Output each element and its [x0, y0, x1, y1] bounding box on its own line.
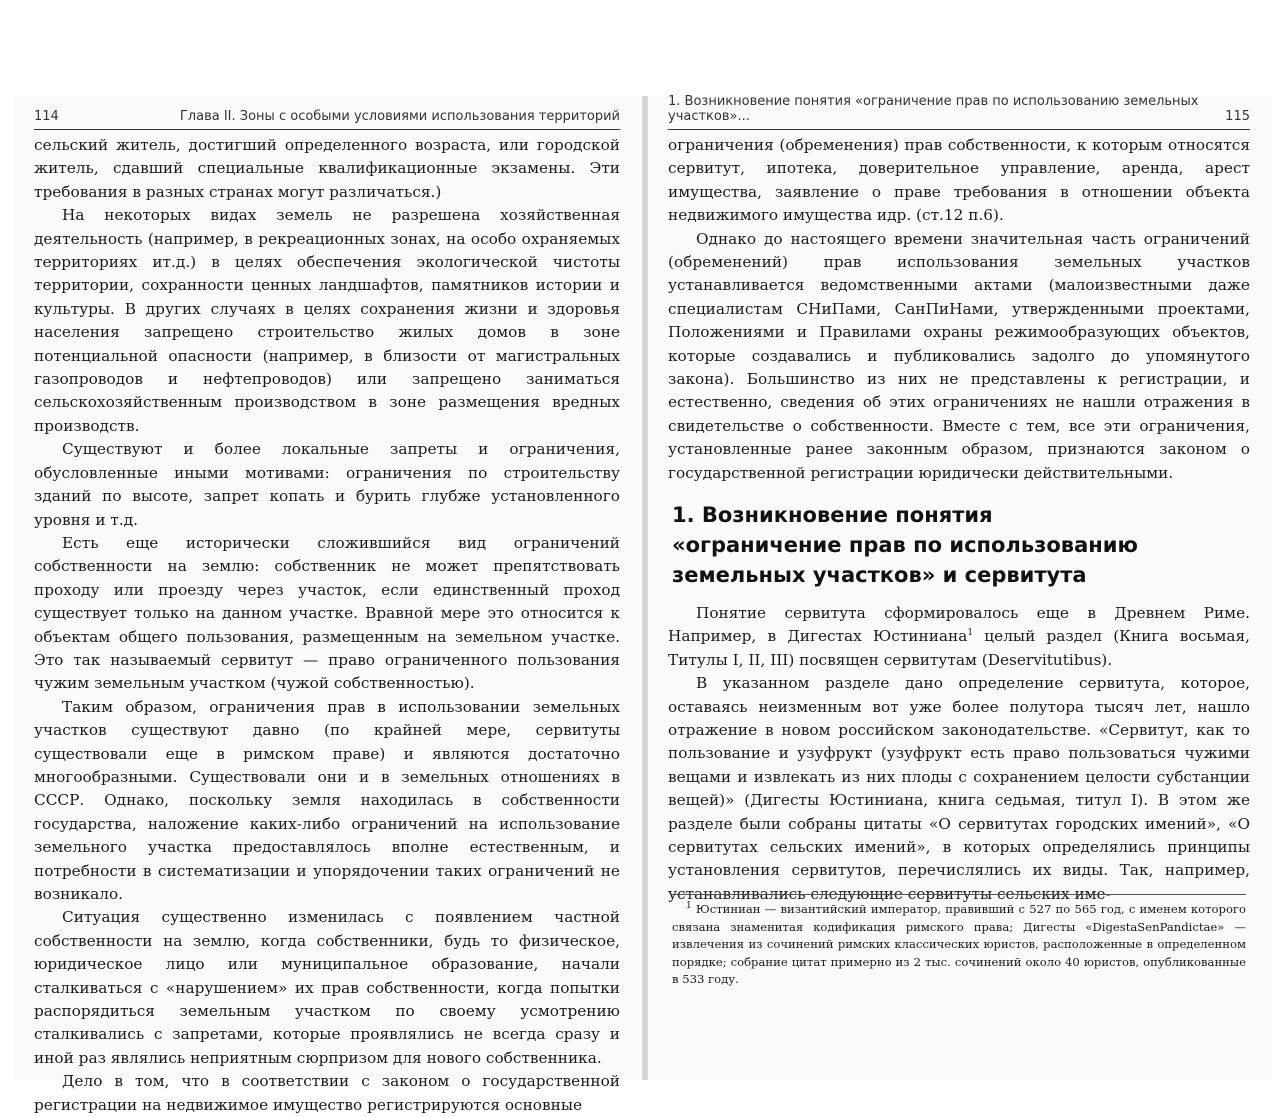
right-page-number: 115 — [1225, 109, 1250, 124]
footnote-number: 1 — [686, 901, 692, 912]
footnote — [672, 901, 1246, 989]
right-bottom-text — [668, 602, 1250, 906]
paragraph-part: целый раздел (Книга восьмая, Титулы I, II, III) посвящен сервитутам (Deservitutibus). — [668, 627, 1251, 669]
paragraph: Однако до настоящего времени значительная часть ограничений (обременений) прав использования земельных участков устанавливается ведомственными актами (малоизвестными даже специалистам СНиПами, СанПиНами, утвержденными проектами, Положениями и Правилами охраны режимообразующих объектов, которые создавались и публиковались задолго до упомянутого закона). Большинство из них не представлены к регистрации, и естественно, сведения об этих ограничениях не нашли отражения в свидетельстве о собственности. Вместе с тем, все эти ограничения, установленные ранее законным образом, признаются законом о государственной регистрации юридически действительными. — [668, 229, 1250, 482]
footnote-text: Юстиниан — византийский император, правивший с 527 по 565 год, с именем которого связана знаменитая кодификация римского права; Дигесты «DigestaSenPandictae» — извлечения из сочинений римских классических юристов, расположенные в определенном порядке; собрание цитат примерно из 2 тыс. сочинений около 40 юристов, опубликованные в 533 году. — [672, 902, 1246, 986]
paragraph: сельский житель, достигший определенного возраста, или городской житель, сдавший специальные квалификационные экзамены. Эти требования в разных странах могут различаться.) — [34, 136, 620, 201]
section-heading-line: земельных участков» и сервитута — [672, 563, 1087, 587]
footnote-area — [672, 894, 1246, 989]
footnote-marker: 1 — [967, 628, 974, 639]
right-running-head — [668, 94, 1250, 130]
paragraph — [668, 602, 1250, 672]
section-heading — [672, 500, 1192, 590]
left-running-head — [34, 104, 620, 130]
right-section-title: 1. Возникновение понятия «ограничение прав по использованию земельных участков»... — [668, 94, 1199, 124]
paragraph: Таким образом, ограничения прав в использовании земельных участков существуют давно (по крайней мере, сервитуты существовали еще в римском праве) и являются достаточно многообразными. Существовали они и в земельных отношениях в СССР. Однако, поскольку земля находилась в собственности государства, наложение каких-либо ограничений на использование земельного участка предоставлялось вполне естественным, и потребности в систематизации и упорядочении таких ограничений не возникало. — [34, 697, 620, 903]
paragraph: Ситуация существенно изменилась с появлением частной собственности на землю, когда собственники, будь то физическое, юридическое лицо или муниципальное образование, начали сталкиваться с «нарушением» их прав собственности, когда попытки распорядиться земельным участком по своему усмотрению сталкивались с запретами, которые проявлялись не всегда сразу и иной раз являлись неприятным сюрпризом для нового собственника. — [34, 908, 620, 1067]
right-top-text — [668, 134, 1250, 485]
left-page-number: 114 — [34, 109, 59, 124]
right-page — [648, 96, 1272, 1080]
left-page — [14, 96, 642, 1114]
left-body-text — [34, 134, 620, 1117]
section-heading-line: «ограничение прав по использованию — [672, 533, 1138, 557]
paragraph: Есть еще исторически сложившийся вид ограничений собственности на землю: собственник не может препятствовать проходу или проезду через участок, если единственный проход существует только на данном участке. Вравной мере это относится к объектам общего пользования, размещенным на земельном участке. Это так называемый сервитут — право ограниченного пользования чужим земельным участком (чужой собственностью). — [34, 533, 620, 693]
paragraph-part: Понятие сервитута сформировалось еще в Древнем Риме. Например, в Дигестах Юстиниана — [668, 604, 1250, 646]
paragraph: В указанном разделе дано определение сервитута, которое, оставаясь неизменным вот уже более полутора тысяч лет, нашло отражение в новом российском законодательстве. «Сервитут, как то пользование и узуфрукт (узуфрукт есть право пользоваться чужими вещами и извлекать из них плоды с сохранением целости субстанции вещей)» (Дигесты Юстиниана, книга седьмая, титул I). В этом же разделе были собраны цитаты «О сервитутах городских имений», «О сервитутах сельских имений», в которых определялись принципы установления сервитутов, перечислялись их виды. Так, например, устанавливались следующие сервитуты сельских име- — [668, 674, 1250, 903]
paragraph: На некоторых видах земель не разрешена хозяйственная деятельность (например, в рекреационных зонах, на особо охраняемых территориях ит.д.) в целях обеспечения экологической чистоты территории, сохранности ценных ландшафтов, памятников истории и культуры. В других случаях в целях сохранения жизни и здоровья населения запрещено строительство жилых домов в зоне потенциальной опасности (например, в близости от магистральных газопроводов и нефтепроводов) или запрещено заниматься сельскохозяйственным производством в зоне размещения вредных производств. — [34, 206, 620, 435]
paragraph: Существуют и более локальные запреты и ограничения, обусловленные иными мотивами: ограничения по строительству зданий по высоте, запрет копать и бурить глубже установленного уровня и т.д. — [34, 440, 620, 529]
paragraph: ограничения (обременения) прав собственности, к которым относятся сервитут, ипотека, доверительное управление, аренда, арест имущества, заявление о праве требования в отношении объекта недвижимого имущества идр. (ст.12 п.6). — [668, 136, 1250, 225]
section-heading-line: 1. Возникновение понятия — [672, 503, 993, 527]
paragraph: Дело в том, что в соответствии с законом о государственной регистрации на недвижимое имущество регистрируются основные — [34, 1072, 620, 1114]
left-chapter-title: Глава II. Зоны с особыми условиями использования территорий — [179, 109, 620, 124]
